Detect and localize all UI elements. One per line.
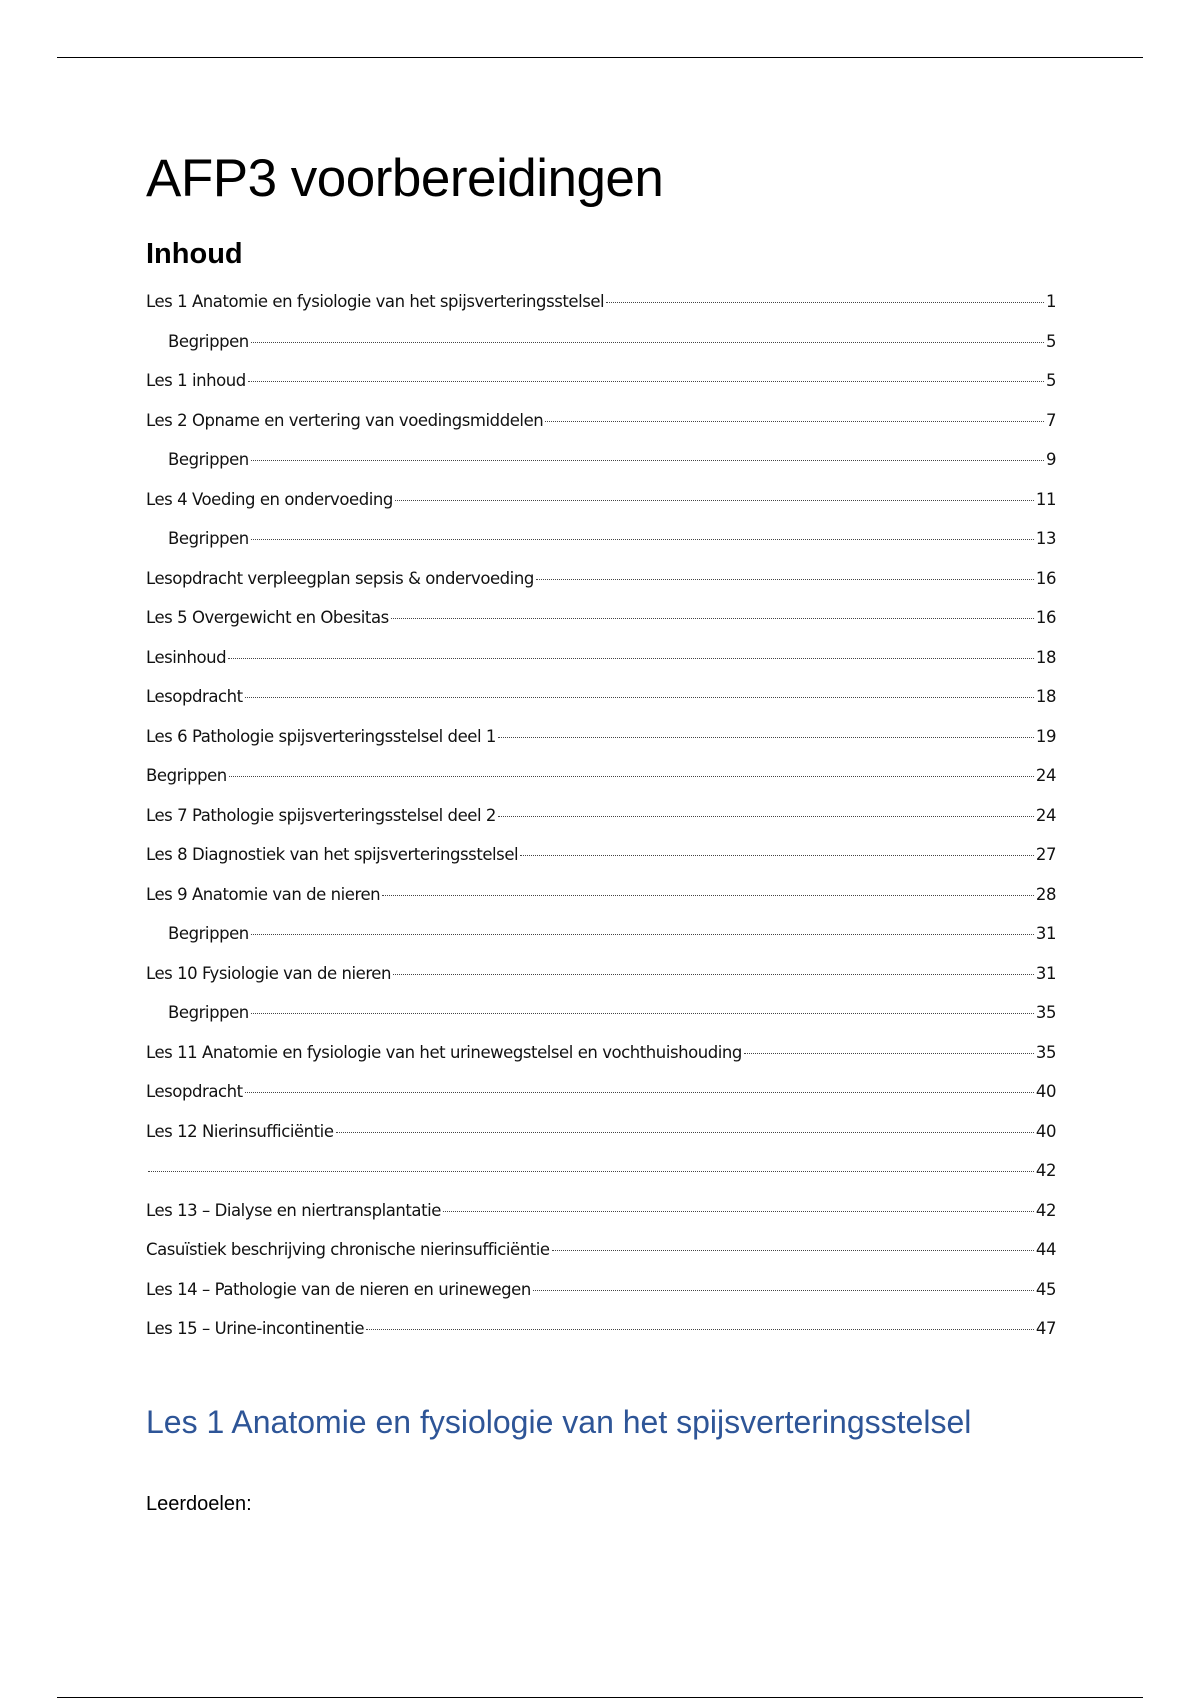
toc-entry[interactable] (146, 1191, 1056, 1231)
toc-entry[interactable] (146, 322, 1056, 362)
toc-entry-page-number: 18 (1035, 687, 1056, 706)
toc-entry-label: Les 12 Nierinsufficiëntie (146, 1121, 334, 1141)
toc-entry-label: Les 15 – Urine-incontinentie (146, 1319, 365, 1338)
toc-entry-label: Les 1 inhoud (146, 371, 246, 390)
toc-entry[interactable] (146, 1033, 1056, 1073)
toc-entry-label: Casuïstiek beschrijving chronische nierinsufficiëntie (146, 1240, 550, 1259)
toc-entry-page-number: 40 (1035, 1082, 1056, 1101)
toc-entry[interactable] (146, 875, 1056, 915)
toc-entry[interactable] (146, 1072, 1056, 1112)
toc-dot-leader (606, 302, 1044, 303)
toc-entry-label: Les 1 Anatomie en fysiologie van het spijsverteringsstelsel (146, 292, 605, 311)
toc-entry-page-number: 40 (1035, 1121, 1056, 1141)
toc-entry[interactable] (146, 598, 1056, 638)
toc-entry-label: Les 5 Overgewicht en Obesitas (146, 608, 389, 627)
section-heading: Les 1 Anatomie en fysiologie van het spijsverteringsstelsel (146, 1404, 972, 1440)
toc-entry-page-number: 5 (1045, 331, 1056, 351)
toc-entry[interactable] (146, 835, 1056, 875)
learning-goals-label: Leerdoelen: (146, 1493, 252, 1515)
toc-entry[interactable] (146, 993, 1056, 1033)
toc-dot-leader (552, 1250, 1034, 1251)
toc-entry-page-number: 5 (1045, 371, 1056, 390)
toc-entry-page-number: 7 (1045, 410, 1056, 430)
toc-entry-page-number: 19 (1035, 726, 1056, 746)
toc-dot-leader (251, 1013, 1034, 1014)
toc-entry-page-number: 47 (1035, 1319, 1056, 1338)
toc-entry-page-number: 16 (1035, 568, 1056, 588)
toc-entry-label: Begrippen (146, 766, 227, 785)
toc-entry-page-number: 11 (1035, 489, 1056, 509)
toc-entry-label: Les 2 Opname en vertering van voedingsmiddelen (146, 410, 544, 430)
toc-entry[interactable] (146, 361, 1056, 401)
toc-entry-page-number: 9 (1045, 450, 1056, 469)
toc-dot-leader (251, 539, 1034, 540)
toc-entry-page-number: 35 (1035, 1042, 1056, 1062)
toc-entry-page-number: 28 (1035, 884, 1056, 904)
toc-entry-page-number: 16 (1035, 608, 1056, 627)
toc-dot-leader (251, 460, 1044, 461)
toc-dot-leader (443, 1211, 1034, 1212)
toc-dot-leader (148, 1171, 1034, 1172)
toc-dot-leader (251, 342, 1044, 343)
toc-dot-leader (391, 618, 1034, 619)
page-content (146, 145, 1056, 1349)
toc-entry[interactable] (146, 638, 1056, 678)
toc-dot-leader (498, 737, 1034, 738)
toc-entry-label: Les 10 Fysiologie van de nieren (146, 963, 392, 983)
toc-entry[interactable] (146, 519, 1056, 559)
toc-entry[interactable] (146, 796, 1056, 836)
toc-entry-label: Les 9 Anatomie van de nieren (146, 884, 381, 904)
toc-dot-leader (744, 1053, 1034, 1054)
footer-rule (57, 1697, 1143, 1698)
toc-dot-leader (545, 421, 1044, 422)
toc-entry-label: Les 6 Pathologie spijsverteringsstelsel deel 1 (146, 726, 496, 746)
toc-dot-leader (245, 697, 1034, 698)
toc-dot-leader (382, 895, 1034, 896)
toc-entry-label: Lesopdracht (146, 687, 243, 706)
toc-entry-label: Begrippen (168, 450, 249, 469)
toc-entry-label: Les 8 Diagnostiek van het spijsverteringsstelsel (146, 845, 519, 864)
toc-dot-leader (245, 1092, 1034, 1093)
toc-entry-page-number: 42 (1035, 1200, 1056, 1220)
toc-entry[interactable] (146, 677, 1056, 717)
toc-dot-leader (248, 381, 1044, 382)
toc-entry[interactable] (146, 401, 1056, 441)
toc-dot-leader (366, 1329, 1034, 1330)
toc-entry[interactable] (146, 1270, 1056, 1310)
toc-entry-page-number: 31 (1035, 963, 1056, 983)
toc-entry-page-number: 13 (1035, 529, 1056, 548)
toc-entry-label: Les 11 Anatomie en fysiologie van het urinewegstelsel en vochthuishouding (146, 1042, 742, 1062)
toc-entry[interactable] (146, 1309, 1056, 1349)
header-rule (57, 57, 1143, 58)
toc-entry-page-number: 24 (1035, 805, 1056, 825)
toc-entry[interactable] (146, 914, 1056, 954)
toc-entry[interactable] (146, 1151, 1056, 1191)
toc-dot-leader (393, 974, 1034, 975)
toc-entry-label: Les 7 Pathologie spijsverteringsstelsel deel 2 (146, 805, 496, 825)
toc-entry[interactable] (146, 559, 1056, 599)
toc-heading: Inhoud (146, 238, 243, 270)
toc-entry[interactable] (146, 1230, 1056, 1270)
toc-entry-label: Les 13 – Dialyse en niertransplantatie (146, 1200, 441, 1220)
toc-entry-page-number: 42 (1035, 1161, 1056, 1180)
toc-entry-label: Begrippen (168, 924, 249, 943)
toc-dot-leader (395, 500, 1034, 501)
toc-entry[interactable] (146, 954, 1056, 994)
toc-entry-page-number: 44 (1035, 1240, 1056, 1259)
toc-entry-page-number: 1 (1045, 292, 1056, 311)
toc-entry-page-number: 27 (1035, 845, 1056, 864)
toc-dot-leader (228, 658, 1034, 659)
toc-entry-page-number: 45 (1035, 1279, 1056, 1299)
toc-entry-label: Begrippen (168, 1003, 249, 1022)
toc-entry-label: Lesopdracht (146, 1082, 243, 1101)
toc-entry-label: Lesinhoud (146, 647, 227, 667)
document-title: AFP3 voorbereidingen (146, 149, 664, 208)
toc-entry-page-number: 24 (1035, 766, 1056, 785)
toc-dot-leader (498, 816, 1034, 817)
toc-entry[interactable] (146, 282, 1056, 322)
toc-dot-leader (533, 1290, 1034, 1291)
toc-dot-leader (336, 1132, 1034, 1133)
toc-entry-label: Begrippen (168, 529, 249, 548)
toc-dot-leader (251, 934, 1034, 935)
toc-entry-page-number: 31 (1035, 924, 1056, 943)
toc-entry-label: Les 4 Voeding en ondervoeding (146, 489, 393, 509)
toc-entry[interactable] (146, 756, 1056, 796)
toc-entry-label: Begrippen (168, 331, 249, 351)
toc-entry[interactable] (146, 480, 1056, 520)
toc-entry[interactable] (146, 440, 1056, 480)
toc-entry[interactable] (146, 717, 1056, 757)
toc-entry-page-number: 18 (1035, 647, 1056, 667)
toc-entry-page-number: 35 (1035, 1003, 1056, 1022)
toc-dot-leader (229, 776, 1034, 777)
toc-dot-leader (536, 579, 1034, 580)
table-of-contents (146, 282, 1056, 1349)
toc-entry[interactable] (146, 1112, 1056, 1152)
toc-entry-label: Lesopdracht verpleegplan sepsis & ondervoeding (146, 568, 534, 588)
toc-entry-label: Les 14 – Pathologie van de nieren en urinewegen (146, 1279, 531, 1299)
toc-dot-leader (520, 855, 1034, 856)
